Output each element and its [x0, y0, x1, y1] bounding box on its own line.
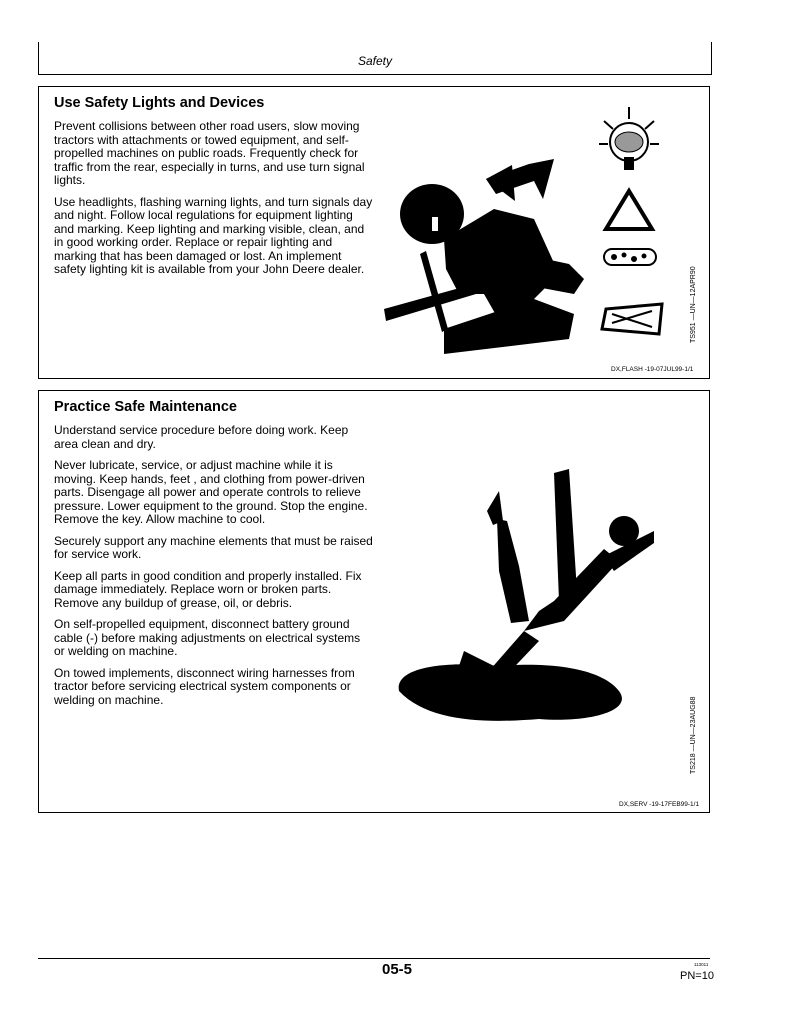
footer-pn: PN=10: [680, 970, 714, 982]
smv-triangle-icon: [606, 191, 652, 229]
illustration-code: TS951 —UN—12APR90: [690, 266, 697, 343]
page-header: [38, 42, 712, 75]
paragraph: Keep all parts in good condition and properly installed. Fix damage immediately. Replace worn or broken parts. Remove any buildup of grease, oil, or debris.: [54, 568, 362, 610]
slipping-person-illustration: [389, 461, 659, 731]
page-number: 05-5: [381, 961, 413, 978]
paragraph: Understand service procedure before doing work. Keep area clean and dry.: [54, 423, 349, 451]
paragraph: On towed implements, disconnect wiring harnesses from tractor before servicing electrical system components or welding on machine.: [54, 665, 355, 707]
paragraph: Never lubricate, service, or adjust machine while it is moving. Keep hands, feet , and clothing from power-driven parts. Disengage all power and operate controls to relieve pressure. Lower equipment to the ground. Stop the engine. Remove the key. Allow machine to cool.: [54, 458, 368, 526]
section-title: Practice Safe Maintenance: [54, 399, 237, 415]
header-title: Safety: [357, 54, 393, 68]
paragraph: Securely support any machine elements that must be raised for service work.: [54, 533, 373, 561]
footer-divider: [38, 958, 710, 959]
section-body: [54, 120, 374, 285]
tail-light-icon: [602, 304, 662, 334]
paragraph: Prevent collisions between other road users, slow moving tractors with attachments or towed equipment, and self-propelled machines on public roads. Frequently check for traffic from the rear, especially in turns, and use turn signal lights.: [54, 119, 365, 187]
reference-code: DX,FLASH -19-07JUL99-1/1: [611, 366, 694, 373]
safety-lights-section: [38, 86, 710, 379]
reflector-strip-icon: [604, 249, 656, 265]
section-body: [54, 424, 374, 715]
paragraph: On self-propelled equipment, disconnect battery ground cable (-) before making adjustments on electrical systems or welding on machine.: [54, 617, 361, 658]
section-title: Use Safety Lights and Devices: [54, 95, 265, 111]
illustration-code: TS218 —UN—23AUG88: [690, 696, 697, 774]
tractor-driver-lights-illustration: [384, 99, 664, 354]
footer-small-code: 113011: [694, 962, 709, 967]
safe-maintenance-section: [38, 390, 710, 813]
reference-code: DX,SERV -19-17FEB99-1/1: [619, 801, 700, 808]
paragraph: Use headlights, flashing warning lights, and turn signals day and night. Follow local regulations for equipment lighting and marking. Keep lighting and marking visible, clean, and in good working order. Replace or repair lighting and marking that has been damaged or lost. An implement safety lighting kit is available from your John Deere dealer.: [54, 194, 373, 276]
beacon-light-icon: [599, 107, 659, 170]
